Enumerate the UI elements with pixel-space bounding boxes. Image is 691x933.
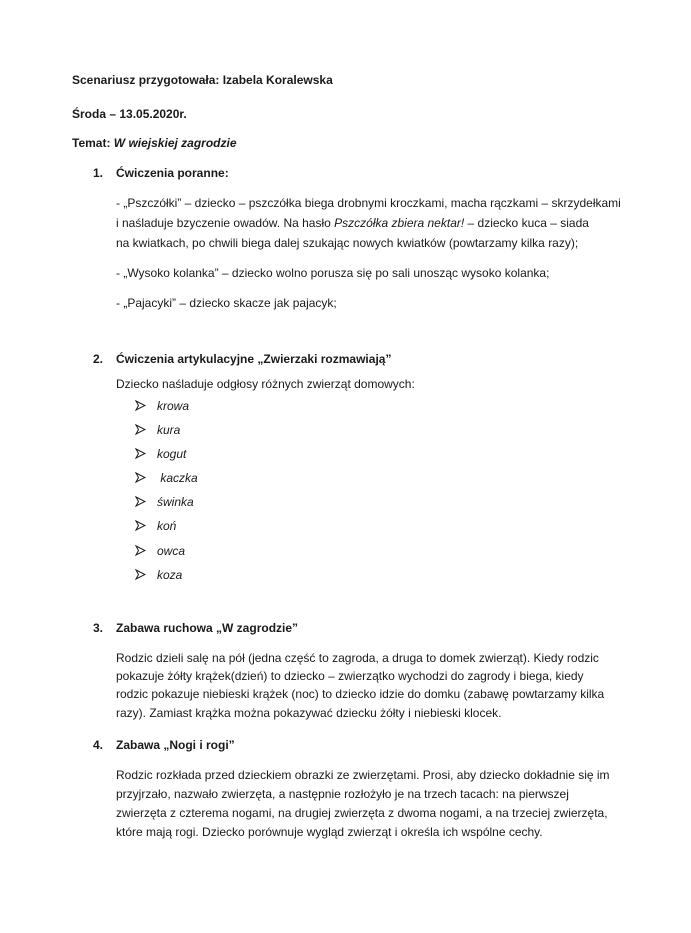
arrow-bullet-icon [135, 399, 157, 413]
animal-name: owca [157, 544, 186, 558]
exercise-line: - „Pajacyki” – dziecko skacze jak pajacyk; [116, 296, 337, 310]
section-number: 1. [93, 166, 104, 180]
animal-name: kogut [157, 447, 187, 461]
topic-title: W wiejskiej zagrodzie [113, 136, 237, 150]
paragraph-line: pokazuje żółty krążek(dzień) to dziecko – zwierzątko wychodzi do zagrody i biega, kiedy [116, 669, 584, 683]
arrow-bullet-icon [135, 423, 157, 437]
section-number: 4. [93, 738, 104, 752]
arrow-bullet-icon [135, 471, 157, 485]
section-title: Ćwiczenia artykulacyjne „Zwierzaki rozmawiają” [116, 352, 392, 366]
section-number: 2. [93, 352, 104, 366]
paragraph-line: przyjrzało, nazwało zwierzęta, a następnie rozłożyło je na trzech tacach: na pierwszej [116, 787, 569, 801]
section-number: 3. [93, 621, 104, 635]
exercise-text: – dziecko kuca – siada [464, 216, 589, 230]
list-item [135, 423, 180, 437]
section-title: Zabawa „Nogi i rogi” [116, 738, 235, 752]
exercise-line [116, 216, 589, 230]
arrow-bullet-icon [135, 568, 157, 582]
exercise-line: na kwiatkach, po chwili biega dalej szukając nowych kwiatków (powtarzamy kilka razy); [116, 236, 579, 250]
list-item [135, 568, 182, 582]
section-intro: Dziecko naśladuje odgłosy różnych zwierząt domowych: [116, 377, 415, 391]
list-item [135, 471, 198, 485]
paragraph-line: razy). Zamiast krążka można pokazywać dziecku żółty i niebieski klocek. [116, 706, 502, 720]
animal-name: krowa [157, 399, 190, 413]
date-line: Środa – 13.05.2020r. [72, 107, 187, 121]
list-item [135, 447, 186, 461]
topic-prefix: Temat: [72, 136, 114, 150]
paragraph-line: rodzic pokazuje niebieski krążek (noc) to dziecko idzie do domku (zabawę powtarzamy kilka [116, 687, 605, 701]
arrow-bullet-icon [135, 544, 157, 558]
author-line: Scenariusz przygotowała: Izabela Koralewska [72, 73, 333, 87]
topic-line [72, 136, 237, 150]
animal-name: koza [157, 568, 183, 582]
list-item [135, 399, 189, 413]
arrow-bullet-icon [135, 495, 157, 509]
section-title: Zabawa ruchowa „W zagrodzie” [116, 621, 299, 635]
list-item [135, 519, 176, 533]
list-item [135, 544, 185, 558]
animal-name: świnka [157, 495, 194, 509]
paragraph-line: które mają rogi. Dziecko porównuje wygląd zwierząt i określa ich wspólne cechy. [116, 825, 543, 839]
paragraph-line: zwierzęta z czterema nogami, na drugiej zwierzęta z dwoma nogami, a na trzeciej zwierzęta, [116, 806, 608, 820]
exercise-command: Pszczółka zbiera nektar! [334, 216, 465, 230]
exercise-line: - „Wysoko kolanka” – dziecko wolno porusza się po sali unosząc wysoko kolanka; [116, 266, 550, 280]
animal-name: kaczka [157, 471, 198, 485]
paragraph-line: Rodzic rozkłada przed dzieckiem obrazki ze zwierzętami. Prosi, aby dziecko dokładnie się im [116, 768, 610, 782]
exercise-text: i naśladuje bzyczenie owadów. Na hasło [116, 216, 335, 230]
arrow-bullet-icon [135, 447, 157, 461]
list-item [135, 495, 194, 509]
animal-name: koń [157, 519, 177, 533]
section-title: Ćwiczenia poranne: [116, 166, 229, 180]
arrow-bullet-icon [135, 519, 157, 533]
animal-name: kura [157, 423, 181, 437]
exercise-line: - „Pszczółki” – dziecko – pszczółka biega drobnymi kroczkami, macha rączkami – skrzydełkami [116, 196, 621, 210]
paragraph-line: Rodzic dzieli salę na pół (jedna część to zagroda, a druga to domek zwierząt). Kiedy rodzic [116, 651, 599, 665]
